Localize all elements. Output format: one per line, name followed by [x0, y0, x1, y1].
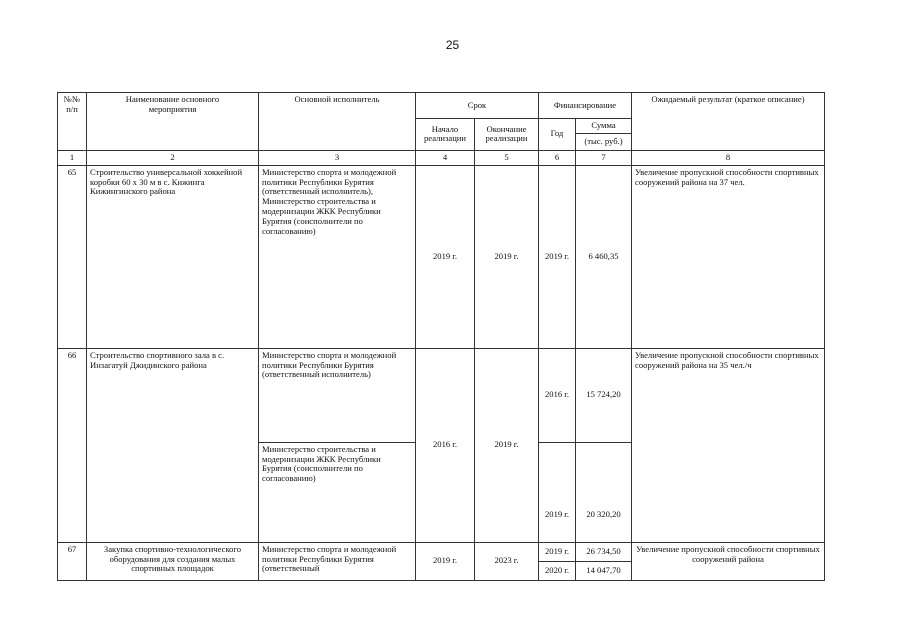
col-number: 8	[632, 150, 825, 165]
row-end: 2019 г.	[475, 348, 539, 542]
row-name: Строительство спортивного зала в с. Инзагатуй Джидинского района	[87, 348, 259, 542]
col-number: 6	[539, 150, 576, 165]
col-number: 2	[87, 150, 259, 165]
row-year: 2016 г.	[539, 348, 576, 442]
table-row	[58, 348, 825, 442]
row-result: Увеличение пропускной способности спортивных сооружений района на 35 чел./ч	[632, 348, 825, 542]
row-result: Увеличение пропускной способности спортивных сооружений района	[632, 542, 825, 580]
program-table	[57, 92, 825, 581]
row-result: Увеличение пропускной способности спортивных сооружений района на 37 чел.	[632, 165, 825, 348]
col-number: 5	[475, 150, 539, 165]
header-sum-cell	[576, 119, 632, 151]
row-num: 67	[58, 542, 87, 580]
header-end: Окончание реализации	[475, 119, 539, 151]
row-end: 2019 г.	[475, 165, 539, 348]
row-executor: Министерство спорта и молодежной политики Республики Бурятия (ответственный исполнитель), Министерство строительства и модернизации ЖКК Республики Бурятия (соисполнители по согласованию)	[259, 165, 416, 348]
row-sum: 6 460,35	[576, 165, 632, 348]
row-name: Закупка спортивно-технологического оборудования для создания малых спортивных площадок	[87, 542, 259, 580]
row-start: 2019 г.	[416, 165, 475, 348]
header-executor: Основной исполнитель	[259, 93, 416, 151]
row-sum: 26 734,50	[576, 542, 632, 561]
row-start: 2016 г.	[416, 348, 475, 542]
row-year: 2019 г.	[539, 542, 576, 561]
header-start: Начало реализации	[416, 119, 475, 151]
table-row	[58, 165, 825, 348]
row-start: 2019 г.	[416, 542, 475, 580]
row-year: 2019 г.	[539, 442, 576, 542]
row-sum: 15 724,20	[576, 348, 632, 442]
page-number: 25	[445, 38, 460, 52]
col-number: 1	[58, 150, 87, 165]
header-name: Наименование основного мероприятия	[87, 93, 259, 151]
col-number: 7	[576, 150, 632, 165]
row-num: 65	[58, 165, 87, 348]
row-year: 2020 г.	[539, 561, 576, 580]
row-executor: Министерство спорта и молодежной политики Республики Бурятия (ответственный	[259, 542, 416, 580]
header-financing: Финансирование	[539, 93, 632, 119]
row-sum: 14 047,70	[576, 561, 632, 580]
header-sum: Сумма	[576, 119, 631, 134]
col-number: 4	[416, 150, 475, 165]
row-executor: Министерство спорта и молодежной политики Республики Бурятия (ответственный исполнитель)	[259, 348, 416, 442]
col-number: 3	[259, 150, 416, 165]
header-year: Год	[539, 119, 576, 151]
row-name: Строительство универсальной хоккейной коробки 60 х 30 м в с. Кижинга Кижингинского района	[87, 165, 259, 348]
header-sum-unit: (тыс. руб.)	[584, 135, 623, 146]
row-executor: Министерство строительства и модернизации ЖКК Республики Бурятия (соисполнители по согласованию)	[259, 442, 416, 542]
header-result: Ожидаемый результат (краткое описание)	[632, 93, 825, 151]
table-row	[58, 542, 825, 561]
header-term: Срок	[416, 93, 539, 119]
row-sum: 20 320,20	[576, 442, 632, 542]
row-num: 66	[58, 348, 87, 542]
row-end: 2023 г.	[475, 542, 539, 580]
row-year: 2019 г.	[539, 165, 576, 348]
header-num: №№ п/п	[58, 93, 87, 151]
